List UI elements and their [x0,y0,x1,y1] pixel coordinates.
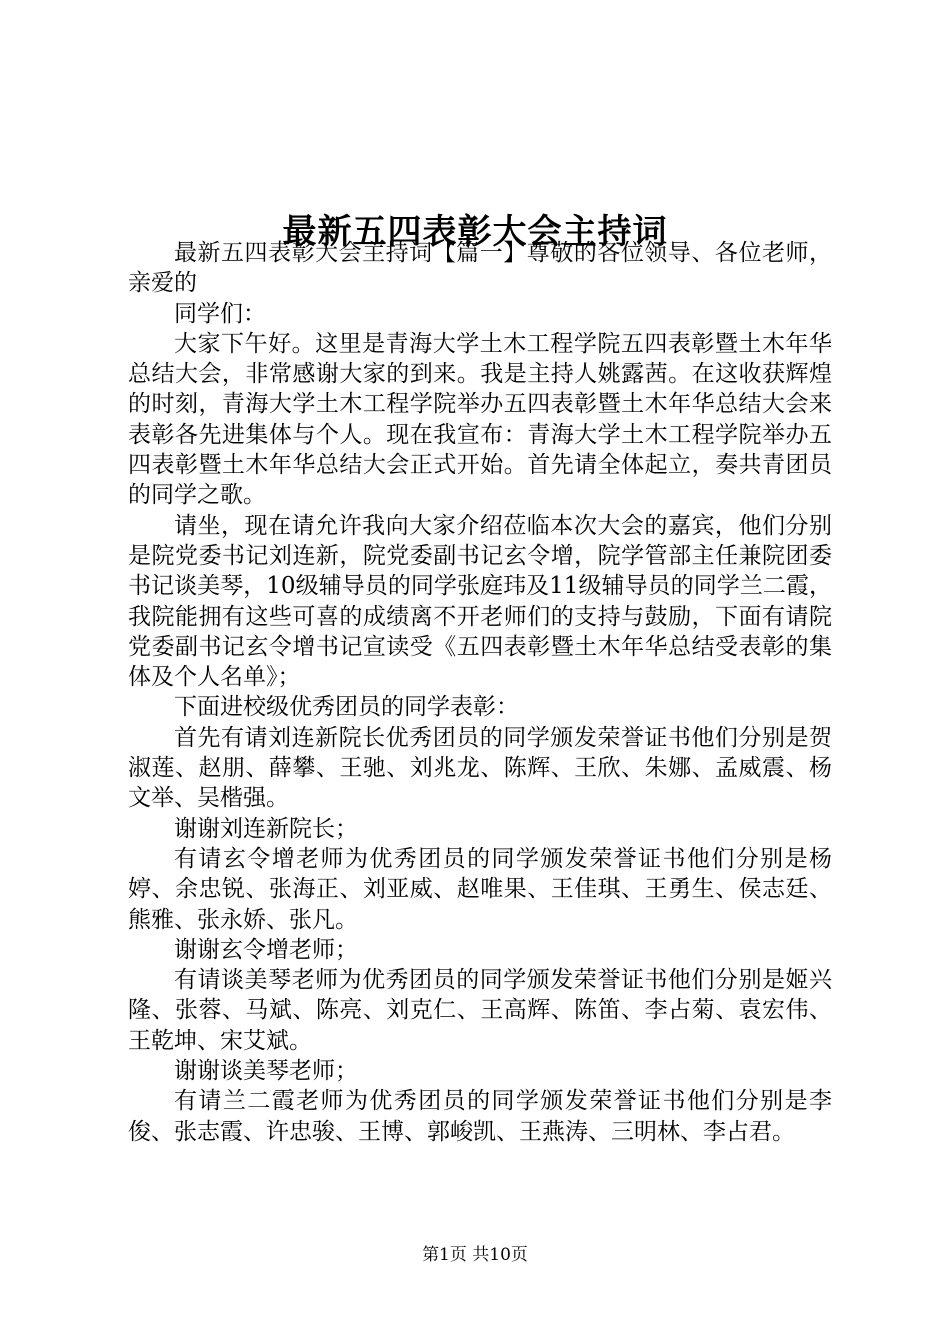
document-title: 最新五四表彰大会主持词 [282,211,668,252]
paragraph: 谢谢谈美琴老师； [174,1058,358,1085]
paragraph: 下面进校级优秀团员的同学表彰： [174,694,519,721]
paragraph: 谢谢玄令增老师； [174,936,358,963]
paragraph: 有请谈美琴老师为优秀团员的同学颁发荣誉证书他们分别是姬兴隆、张蓉、马斌、陈亮、刘克仁、王高辉、陈笛、李占菊、袁宏伟、王乾坤、宋艾斌。 [128,967,832,1054]
paragraph: 请坐，现在请允许我向大家介绍莅临本次大会的嘉宾，他们分别是院党委书记刘连新，院党委副书记玄令增，院学管部主任兼院团委书记谈美琴，10级辅导员的同学张庭玮及11级辅导员的同学兰二霞，我院能拥有这些可喜的成绩离不开老师们的支持与鼓励，下面有请院党委副书记玄令增书记宣读受《五四表彰暨土木年华总结受表彰的集体及个人名单》； [128,512,832,691]
paragraph: 大家下午好。这里是青海大学土木工程学院五四表彰暨土木年华总结大会，非常感谢大家的到来。我是主持人姚露茜。在这收获辉煌的时刻，青海大学土木工程学院举办五四表彰暨土木年华总结大会来表彰各先进集体与个人。现在我宣布：青海大学土木工程学院举办五四表彰暨土木年华总结大会正式开始。首先请全体起立，奏共青团员的同学之歌。 [128,330,832,509]
paragraph: 最新五四表彰大会主持词【篇一】尊敬的各位领导、各位老师，亲爱的 [128,240,832,297]
paragraph: 有请玄令增老师为优秀团员的同学颁发荣誉证书他们分别是杨婷、余忠锐、张海正、刘亚威、赵唯果、王佳琪、王勇生、侯志廷、熊雅、张永娇、张凡。 [128,845,832,933]
document-body [128,238,832,1147]
paragraph: 谢谢刘连新院长； [174,815,358,842]
page-footer: 第1页 共10页 [422,1245,528,1265]
paragraph: 首先有请刘连新院长优秀团员的同学颁发荣誉证书他们分别是贺淑莲、赵朋、薛攀、王驰、刘兆龙、陈辉、王欣、朱娜、孟威震、杨文举、吴楷强。 [128,724,832,812]
paragraph: 同学们： [174,300,266,327]
paragraph: 有请兰二霞老师为优秀团员的同学颁发荣誉证书他们分别是李俊、张志霞、许忠骏、王博、郭峻凯、王燕涛、三明林、李占君。 [128,1088,832,1145]
